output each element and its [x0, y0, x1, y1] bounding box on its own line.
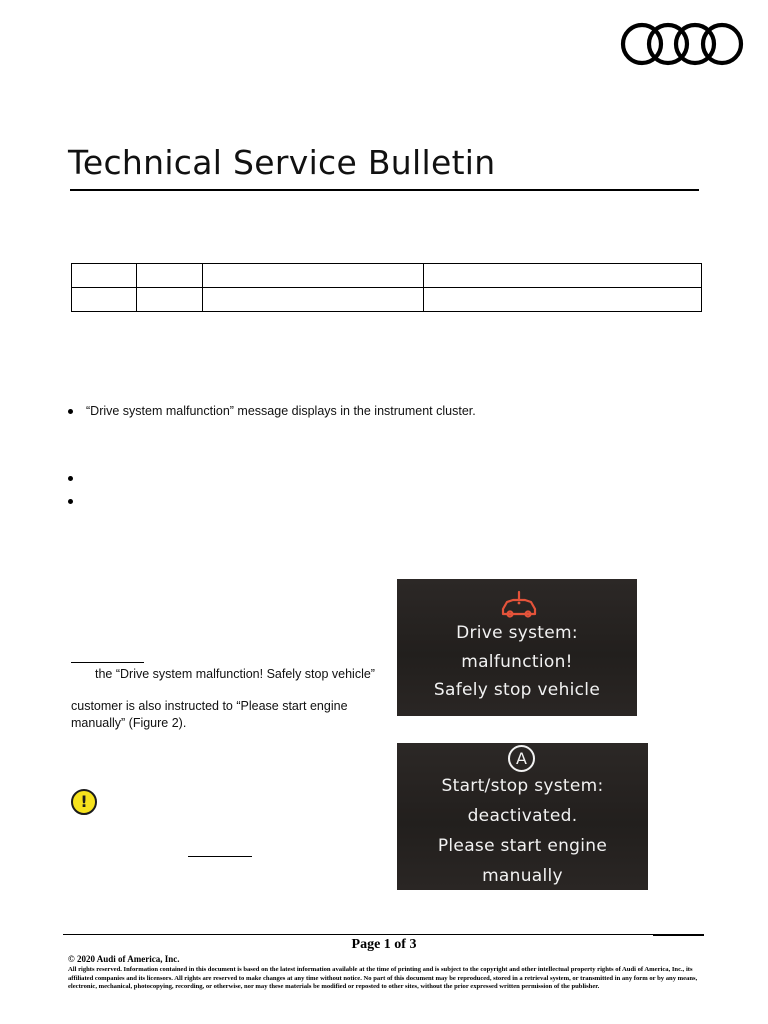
underline-fragment [71, 662, 144, 663]
description-line: manually” (Figure 2). [71, 716, 187, 730]
table-cell [424, 288, 702, 312]
bullet-dot [68, 409, 73, 414]
description-line: customer is also instructed to “Please start engine [71, 699, 348, 713]
title-divider [70, 189, 699, 191]
cluster-message-line: manually [482, 866, 563, 886]
table-row [72, 264, 702, 288]
figure-start-stop-deactivated [397, 743, 648, 890]
cluster-message-line: Drive system: [456, 623, 578, 643]
caution-icon: ! [71, 789, 97, 815]
auto-start-stop-icon: A [508, 745, 535, 772]
table-cell [203, 288, 424, 312]
page-title: Technical Service Bulletin [68, 143, 496, 182]
bullet-dot [68, 499, 73, 504]
table-cell [137, 288, 203, 312]
table-cell [424, 264, 702, 288]
legal-disclaimer: All rights reserved. Information contained in this document is based on the latest information available at the time of printing and is subject to the copyright and other intellectual property rights of Audi of America, Inc., its affiliated companies and its licensors. All rights are reserved to make changes at any time without notice. No part of this document may be reproduced, stored in a retrieval system, or transmitted in any form or by any means, electronic, mechanical, photocopying, recording, or otherwise, nor may these materials be modified or reposted to other sites, without the prior expressed written permission of the publisher. [68, 966, 698, 991]
symptom-bullet: “Drive system malfunction” message displays in the instrument cluster. [86, 404, 476, 418]
table-cell [137, 264, 203, 288]
copyright-notice: © 2020 Audi of America, Inc. [68, 954, 180, 964]
cluster-message-line: malfunction! [461, 652, 573, 672]
audi-rings-logo [619, 21, 745, 67]
bullet-dot [68, 476, 73, 481]
table-cell [203, 264, 424, 288]
cluster-message-line: Please start engine [437, 836, 608, 856]
description-line: the “Drive system malfunction! Safely stop vehicle” [95, 667, 375, 681]
footer-divider-accent [653, 934, 704, 936]
car-warning-icon [497, 589, 541, 619]
table-cell [72, 288, 137, 312]
table-cell [72, 264, 137, 288]
cluster-message-line: deactivated. [467, 806, 578, 826]
figure-drive-system-malfunction [397, 579, 637, 716]
footer-divider [63, 934, 704, 935]
cluster-message-line: Safely stop vehicle [433, 680, 601, 700]
bulletin-info-table [71, 263, 702, 312]
table-row [72, 288, 702, 312]
underline-fragment [188, 856, 252, 857]
page-number: Page 1 of 3 [351, 937, 417, 952]
cluster-message-line: Start/stop system: [441, 776, 604, 796]
